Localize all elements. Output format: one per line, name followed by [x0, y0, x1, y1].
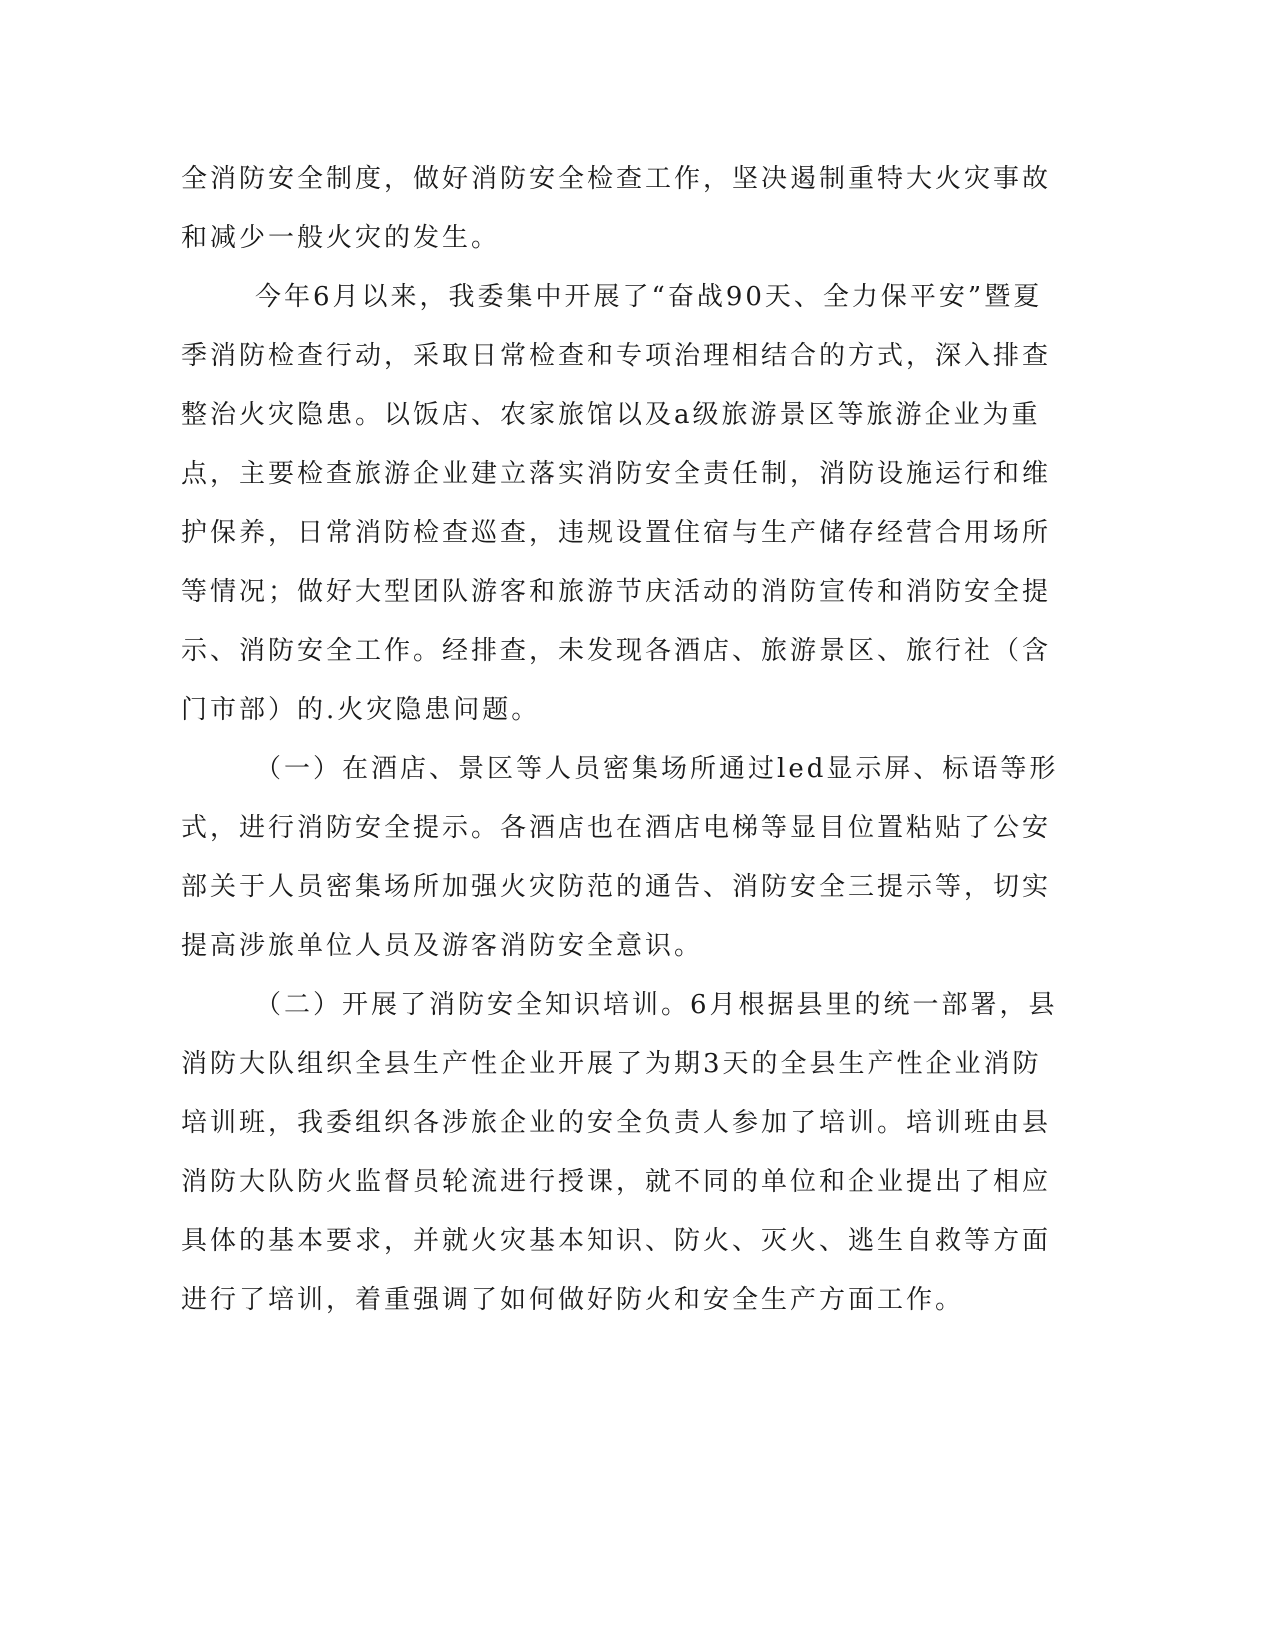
- text-line: 进行了培训，着重强调了如何做好防火和安全生产方面工作。: [181, 1285, 965, 1315]
- text-line: 和减少一般火灾的发生。: [181, 223, 501, 253]
- text-line: 部关于人员密集场所加强火灾防范的通告、消防安全三提示等，切实: [181, 872, 1052, 902]
- text-line: 季消防检查行动，采取日常检查和专项治理相结合的方式，深入排查: [181, 341, 1052, 371]
- text-line: 消防大队防火监督员轮流进行授课，就不同的单位和企业提出了相应: [181, 1167, 1052, 1197]
- paragraph-first-line: 今年6月以来，我委集中开展了“奋战90天、全力保平安”暨夏: [255, 282, 1043, 312]
- text-line: 等情况；做好大型团队游客和旅游节庆活动的消防宣传和消防安全提: [181, 577, 1052, 607]
- text-line: 整治火灾隐患。以饭店、农家旅馆以及a级旅游景区等旅游企业为重: [181, 400, 1041, 430]
- text-line: 式，进行消防安全提示。各酒店也在酒店电梯等显目位置粘贴了公安: [181, 813, 1052, 843]
- text-line: 消防大队组织全县生产性企业开展了为期3天的全县生产性企业消防: [181, 1049, 1042, 1079]
- text-line: 示、消防安全工作。经排查，未发现各酒店、旅游景区、旅行社（含: [181, 636, 1052, 666]
- body-text: [181, 150, 1059, 1330]
- paragraph-first-line: （一）在酒店、景区等人员密集场所通过led显示屏、标语等形: [255, 754, 1059, 784]
- text-line: 护保养，日常消防检查巡查，违规设置住宿与生产储存经营合用场所: [181, 518, 1052, 548]
- text-line: 门市部）的.火灾隐患问题。: [181, 695, 541, 725]
- text-line: 具体的基本要求，并就火灾基本知识、防火、灭火、逃生自救等方面: [181, 1226, 1052, 1256]
- text-line: 点，主要检查旅游企业建立落实消防安全责任制，消防设施运行和维: [181, 459, 1052, 489]
- paragraph-first-line: （二）开展了消防安全知识培训。6月根据县里的统一部署，县: [255, 990, 1058, 1020]
- text-line: 全消防安全制度，做好消防安全检查工作，坚决遏制重特大火灾事故: [181, 164, 1052, 194]
- text-line: 提高涉旅单位人员及游客消防安全意识。: [181, 931, 704, 961]
- text-line: 培训班，我委组织各涉旅企业的安全负责人参加了培训。培训班由县: [181, 1108, 1052, 1138]
